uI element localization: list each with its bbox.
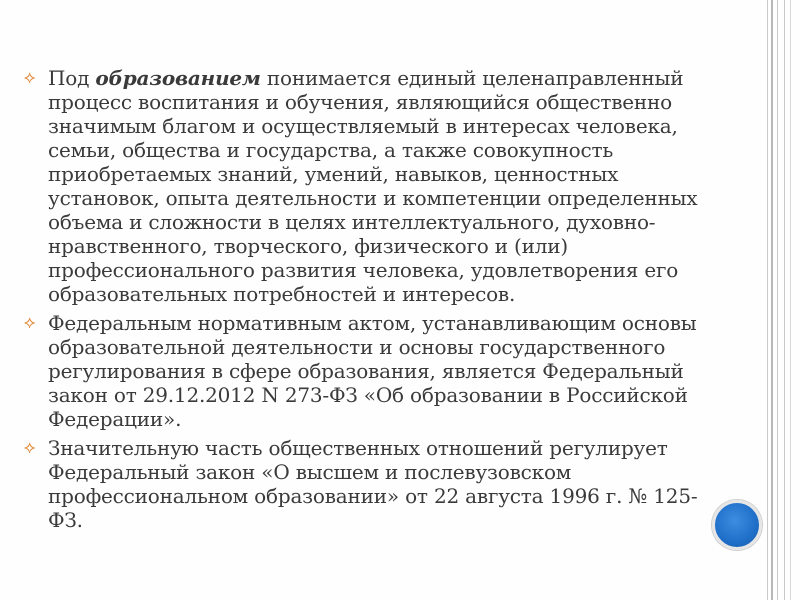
frame-line — [784, 0, 785, 600]
bullet-list — [24, 66, 724, 532]
slide-content — [24, 66, 724, 537]
bullet-item-education-definition — [24, 66, 724, 306]
bullet-text: Федеральным нормативным актом, устанавливающим основы образовательной деятельности и основы государственного регулирования в сфере образования, является Федеральный закон от 29.12.2012 N 273-ФЗ «Об образовании в Российской Федерации». — [48, 311, 697, 431]
bullet-icon: ⟡ — [24, 438, 36, 458]
frame-line — [790, 0, 791, 600]
frame-line — [777, 0, 778, 600]
emphasized-term: образованием — [95, 66, 261, 90]
bullet-text-prefix: Под — [48, 66, 96, 90]
bullet-item-federal-law-125 — [24, 436, 724, 532]
bullet-text: Значительную часть общественных отношений регулирует Федеральный закон «О высшем и послевузовском профессиональном образовании» от 22 августа 1996 г. № 125-ФЗ. — [48, 436, 698, 532]
bullet-icon: ⟡ — [24, 313, 36, 333]
slide-nav-circle-button[interactable] — [712, 500, 762, 550]
frame-line — [767, 0, 768, 600]
bullet-icon: ⟡ — [24, 68, 36, 88]
bullet-item-federal-law-273 — [24, 311, 724, 431]
frame-line — [771, 0, 773, 600]
bullet-text: понимается единый целенаправленный процесс воспитания и обучения, являющийся общественно значимым благом и осуществляемый в интересах человека, семьи, общества и государства, а также совокупность приобретаемых знаний, умений, навыков, ценностных установок, опыта деятельности и компетенции определенных объема и сложности в целях интеллектуального, духовно-нравственного, творческого, физического и (или) профессионального развития человека, удовлетворения его образовательных потребностей и интересов. — [48, 66, 698, 306]
